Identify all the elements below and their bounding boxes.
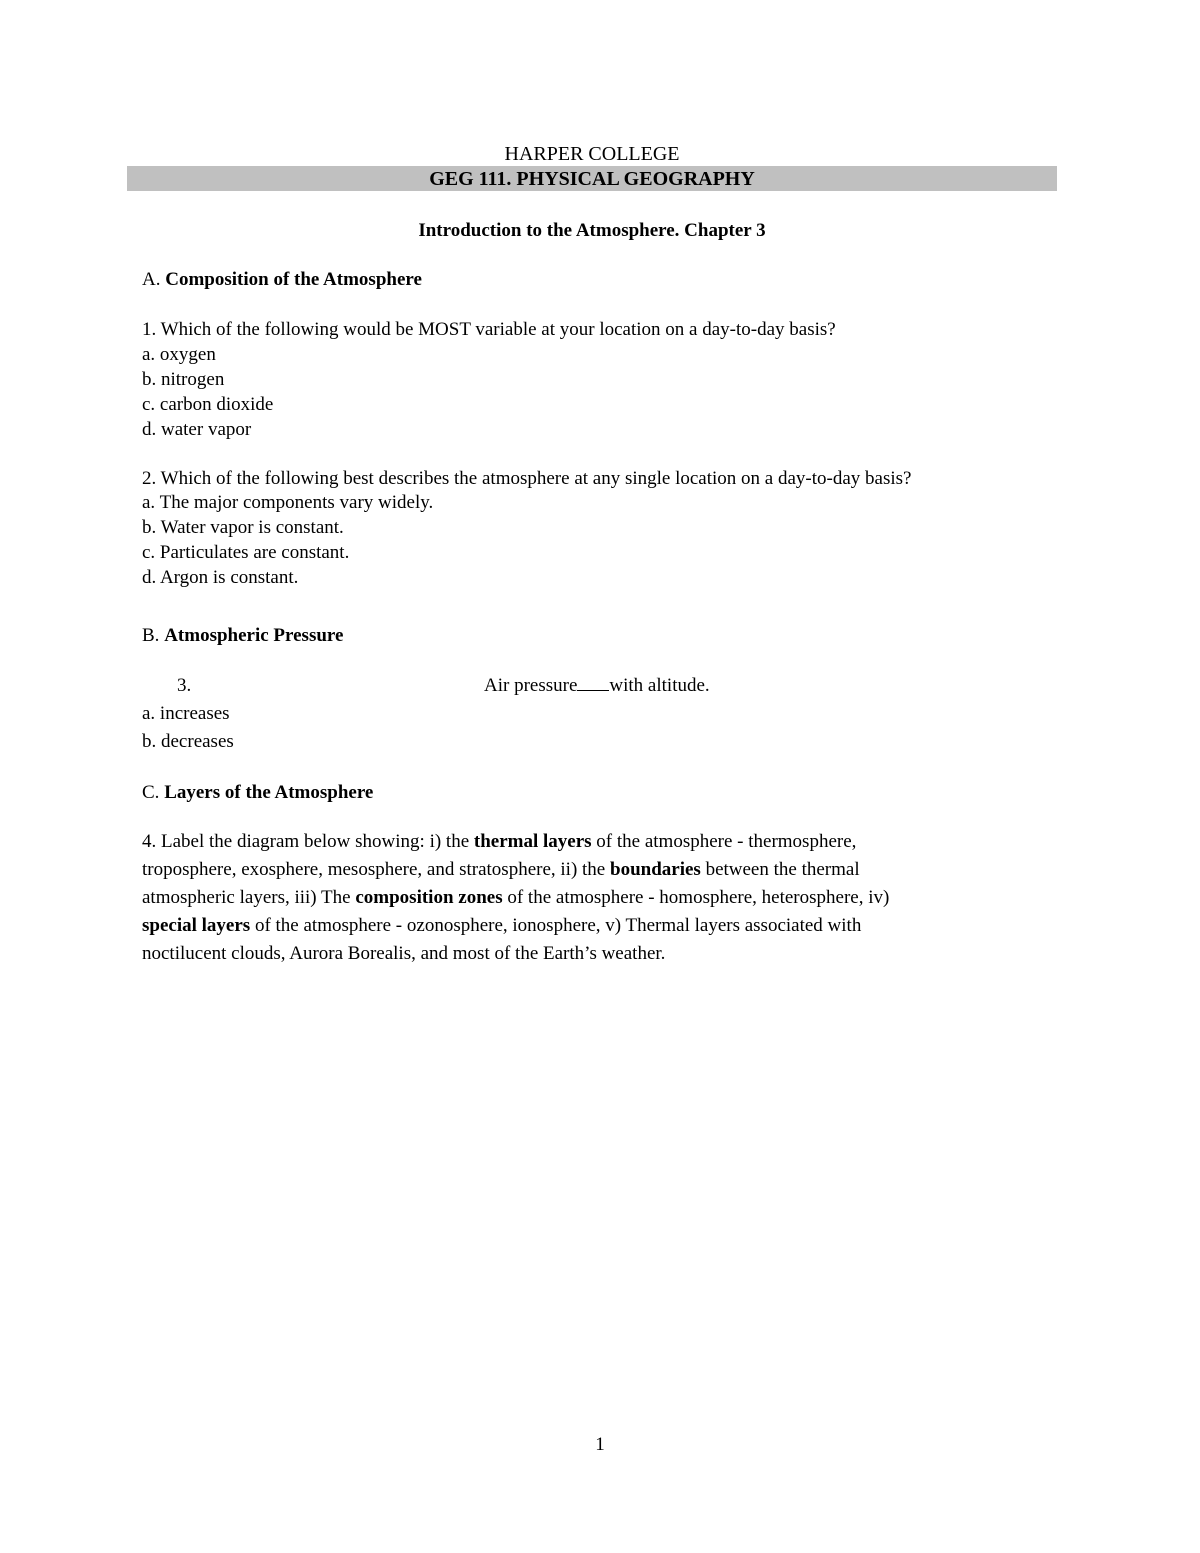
section-a-title: Composition of the Atmosphere	[165, 269, 422, 290]
section-c-title: Layers of the Atmosphere	[164, 782, 374, 803]
section-a-heading	[142, 269, 422, 291]
college-name: HARPER COLLEGE	[504, 143, 680, 165]
q4-thermal-layers: thermal layers	[473, 831, 592, 852]
question-1-option-a: a. oxygen	[142, 344, 216, 365]
page-number: 1	[595, 1434, 605, 1455]
section-a-letter: A.	[142, 269, 161, 290]
section-c-letter: C.	[142, 782, 160, 803]
question-2-text: 2. Which of the following best describes the atmosphere at any single location on a day-to-day basis?	[142, 468, 912, 489]
question-4-line-3	[142, 887, 889, 909]
q4-l2-a: troposphere, exosphere, mesosphere, and stratosphere, ii) the	[142, 859, 610, 880]
question-1-option-c: c. carbon dioxide	[142, 394, 274, 415]
question-3-option-b: b. decreases	[142, 731, 234, 752]
question-4-line-2	[142, 859, 860, 881]
q4-l1-a: 4. Label the diagram below showing: i) the	[142, 831, 474, 852]
chapter-title: Introduction to the Atmosphere. Chapter 3	[418, 220, 766, 241]
q4-l3-a: atmospheric layers, iii) The	[142, 887, 356, 908]
question-4-line-1	[142, 831, 856, 853]
q4-l4-c: of the atmosphere - ozonosphere, ionosphere, v) Thermal layers associated with	[250, 915, 862, 936]
section-c-heading	[142, 782, 373, 804]
question-3-text-after: with altitude.	[609, 675, 710, 696]
section-b-letter: B.	[142, 625, 160, 646]
question-3-option-a: a. increases	[142, 703, 230, 724]
question-1-text: 1. Which of the following would be MOST variable at your location on a day-to-day basis?	[142, 319, 836, 340]
answer-blank	[577, 676, 609, 691]
q4-composition-zones: composition zones	[355, 887, 503, 908]
question-3-text-before: Air pressure	[484, 675, 578, 696]
section-b-heading	[142, 625, 343, 647]
q4-l2-c: between the thermal	[700, 859, 860, 880]
question-2-option-b: b. Water vapor is constant.	[142, 517, 344, 538]
question-3-text	[484, 675, 710, 697]
question-4-line-5: noctilucent clouds, Aurora Borealis, and most of the Earth’s weather.	[142, 943, 666, 964]
question-1-option-d: d. water vapor	[142, 419, 252, 440]
question-4-line-4	[142, 915, 861, 937]
question-2-option-c: c. Particulates are constant.	[142, 542, 350, 563]
q4-l1-c: of the atmosphere - thermosphere,	[591, 831, 857, 852]
question-2-option-a: a. The major components vary widely.	[142, 492, 434, 513]
question-3-number: 3.	[177, 675, 192, 696]
question-2-option-d: d. Argon is constant.	[142, 567, 299, 588]
q4-special-layers: special layers	[142, 915, 251, 936]
question-1-option-b: b. nitrogen	[142, 369, 225, 390]
q4-l3-c: of the atmosphere - homosphere, heterosphere, iv)	[502, 887, 890, 908]
section-b-title: Atmospheric Pressure	[164, 625, 344, 646]
q4-boundaries: boundaries	[610, 859, 701, 880]
course-title: GEG 111. PHYSICAL GEOGRAPHY	[429, 168, 755, 190]
